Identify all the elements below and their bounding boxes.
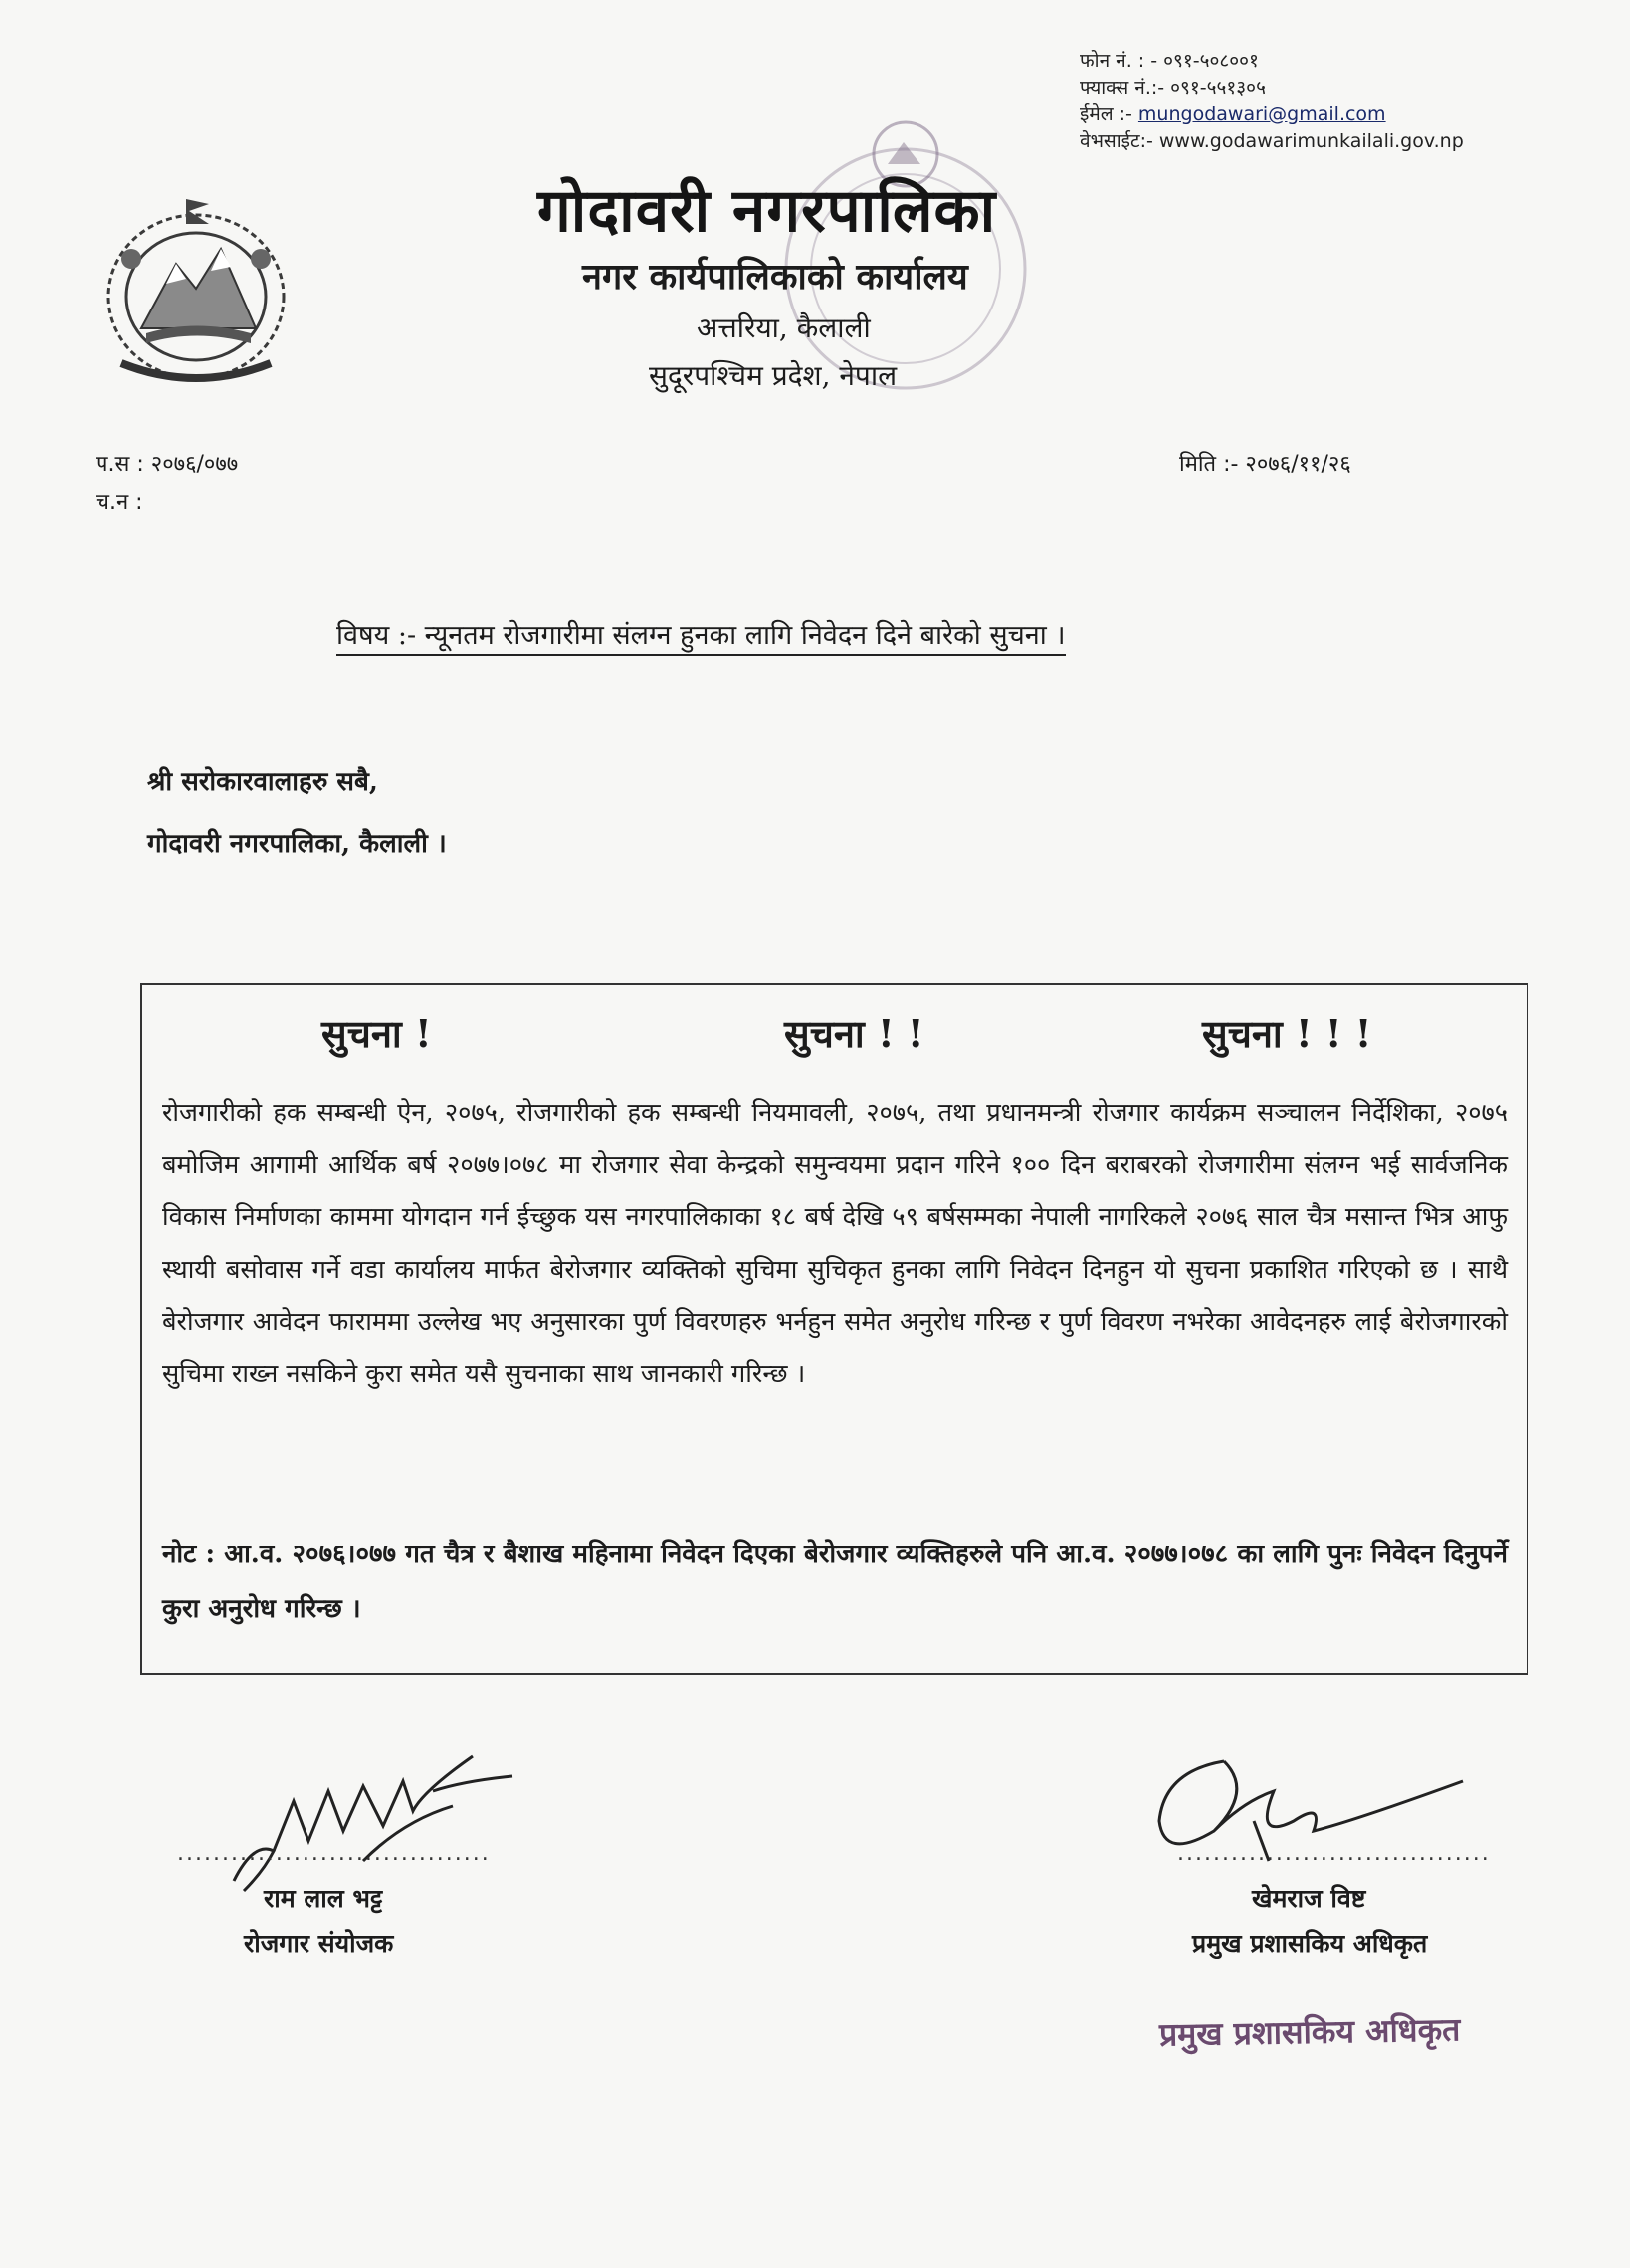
- letter-number: प.स : २०७६/०७७: [96, 452, 239, 477]
- letter-date: मिति :- २०७६/११/२६: [1179, 452, 1351, 477]
- reference-block: [96, 446, 238, 521]
- website-label: वेभसाईट:-: [1080, 130, 1159, 152]
- letter-subject: विषय :- न्यूनतम रोजगारीमा संलग्न हुनका लागि निवेदन दिने बारेको सुचना ।: [336, 615, 1066, 656]
- signer-right-title: प्रमुख प्रशासकिय अधिकृत: [1192, 1929, 1428, 1958]
- address-line-2: सुदूरपश्चिम प्रदेश, नेपाल: [649, 359, 898, 392]
- signer-left-name: राम लाल भट्ट: [264, 1884, 383, 1913]
- notice-body: रोजगारीको हक सम्बन्धी ऐन, २०७५, रोजगारीको हक सम्बन्धी नियमावली, २०७५, तथा प्रधानमन्त्री रोजगार कार्यक्रम सञ्चालन निर्देशिका, २०७५ बमोजिम आगामी आर्थिक बर्ष २०७७।०७८ मा रोजगार सेवा केन्द्रको समुन्वयमा प्रदान गरिने १०० दिन बराबरको रोजगारीमा संलग्न भई सार्वजनिक विकास निर्माणका काममा योगदान गर्न ईच्छुक यस नगरपालिकाका १८ बर्ष देखि ५९ बर्षसम्मका नेपाली नागरिकले २०७६ साल चैत्र मसान्त भित्र आफु स्थायी बसोवास गर्ने वडा कार्यालय मार्फत बेरोजगार व्यक्तिको सुचिमा सुचिकृत हुनका लागि निवेदन दिनहुन यो सुचना प्रकाशित गरिएको छ । साथै बेरोजगार आवेदन फाराममा उल्लेख भए अनुसारका पुर्ण विवरणहरु भर्नहुन समेत अनुरोध गरिन्छ र पुर्ण विवरण नभरेका आवेदनहरु लाई बेरोजगारको सुचिमा राख्न नसकिने कुरा समेत यसै सुचनाका साथ जानकारी गरिन्छ ।: [162, 1098, 1508, 1389]
- contact-block: [1080, 48, 1464, 155]
- signer-right-name: खेमराज विष्ट: [1252, 1884, 1366, 1913]
- notice-box: [140, 983, 1528, 1675]
- signature-line-right: ...................................: [1177, 1841, 1491, 1866]
- org-title: गोदावरी नगरपालिका: [537, 176, 997, 246]
- website-line: [1080, 128, 1464, 155]
- phone-number: फोन नं. : - ०९१-५०८००१: [1080, 50, 1259, 72]
- website-link[interactable]: www.godawarimunkailali.gov.np: [1158, 130, 1464, 152]
- address-line-1: अत्तरिया, कैलाली: [697, 311, 871, 344]
- notice-note: नोट : आ.व. २०७६।०७७ गत चैत्र र बैशाख महिनामा निवेदन दिएका बेरोजगार व्यक्तिहरुले पनि आ.व. २०७७।०७८ का लागि पुनः निवेदन दिनुपर्ने कुरा अनुरोध गरिन्छ ।: [162, 1540, 1508, 1624]
- signature-line-left: ...................................: [177, 1841, 491, 1866]
- email-line: [1080, 102, 1464, 128]
- addressee-block: [147, 751, 447, 875]
- notice-heading-1: सुचना !: [321, 1011, 432, 1056]
- addressee-line-1: श्री सरोकारवालाहरु सबै,: [147, 767, 378, 797]
- fax-number: फ्याक्स नं.:- ०९१-५५१३०५: [1080, 77, 1266, 99]
- nepal-emblem-icon: [92, 179, 301, 393]
- email-link[interactable]: mungodawari@gmail.com: [1137, 103, 1386, 125]
- signature-left-icon: [214, 1732, 532, 1901]
- email-label: ईमेल :-: [1080, 103, 1138, 125]
- office-title: नगर कार्यपालिकाको कार्यालय: [582, 256, 968, 298]
- addressee-line-2: गोदावरी नगरपालिका, कैलाली ।: [147, 829, 447, 859]
- office-designation-stamp: प्रमुख प्रशासकिय अधिकृत: [1158, 2010, 1461, 2054]
- notice-heading-3: सुचना ! ! !: [1202, 1011, 1372, 1056]
- notice-heading-2: सुचना ! !: [784, 1011, 924, 1056]
- dispatch-number: च.न :: [96, 490, 143, 515]
- signer-left-title: रोजगार संयोजक: [244, 1929, 394, 1958]
